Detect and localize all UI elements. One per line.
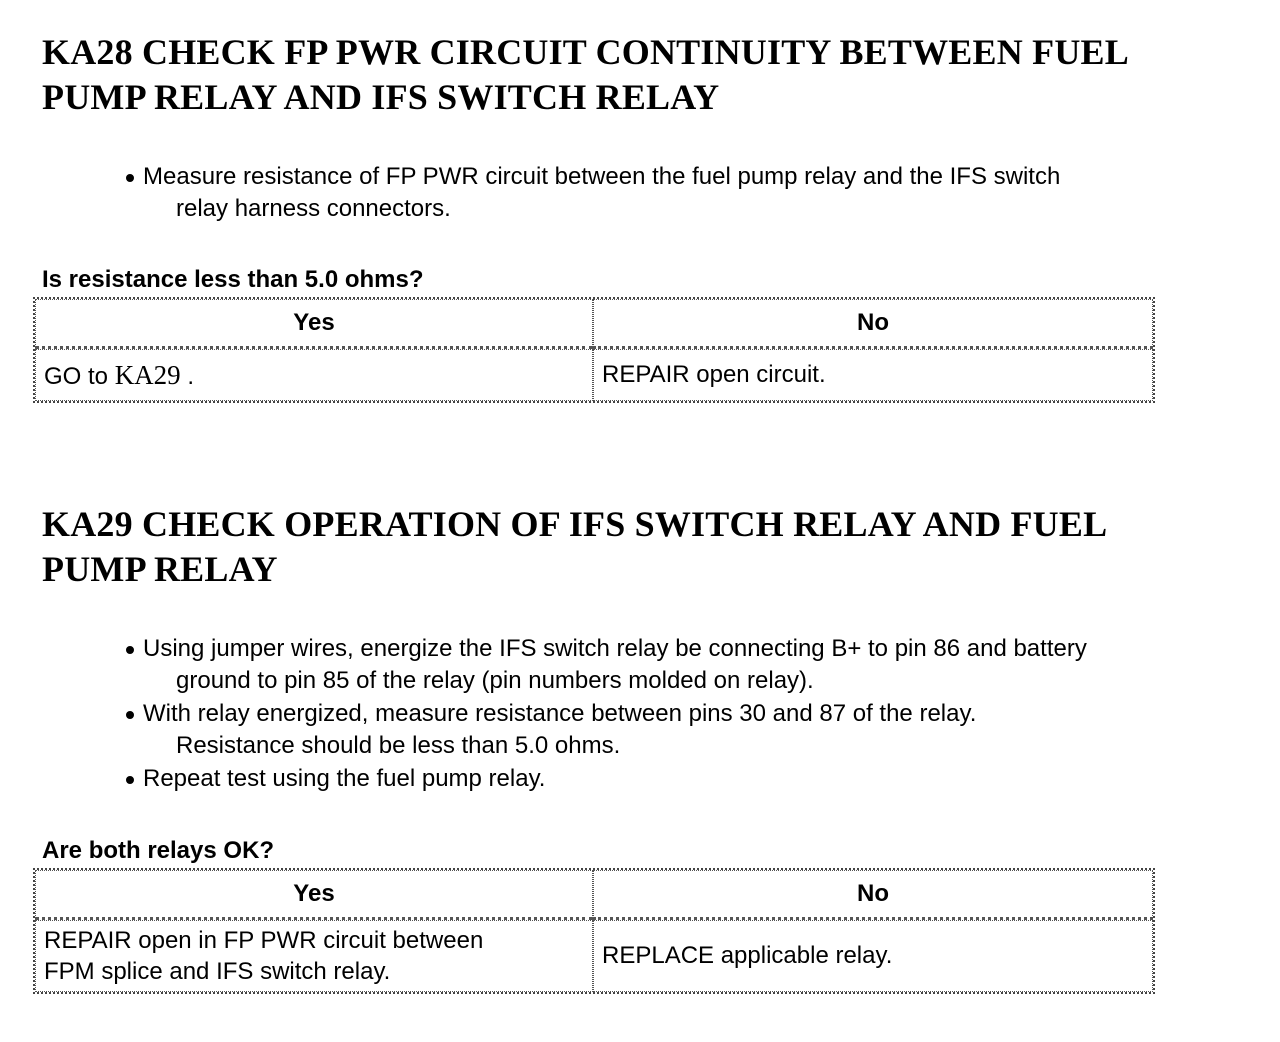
bullet-icon [126,776,134,784]
yes-header: Yes [35,299,593,349]
ka29-bullet-3 [124,763,1254,795]
ka28-question: Is resistance less than 5.0 ohms? [42,266,424,293]
bullet-icon [126,711,134,719]
ka28-yes-suffix: . [180,362,195,390]
bullet-icon [126,174,134,182]
yes-header: Yes [35,870,593,920]
ka28-yes-cell [35,349,593,401]
ka29-bullet-1 [124,633,1254,697]
no-header: No [593,299,1153,349]
ka28-heading-line2: PUMP RELAY AND IFS SWITCH RELAY [42,77,720,117]
ka28-instructions [124,161,1254,226]
ka29-yes-cell [35,920,593,992]
ka29-link[interactable]: KA29 [114,359,181,390]
ka28-heading-line1: KA28 CHECK FP PWR CIRCUIT CONTINUITY BETWEEN FUEL [42,32,1129,72]
ka29-answer-table [33,868,1155,994]
ka28-no-cell: REPAIR open circuit. [593,349,1153,401]
ka29-heading-line2: PUMP RELAY [42,549,278,589]
ka29-instructions [124,633,1254,796]
ka28-bullet-1 [124,161,1254,225]
table-header-row [35,299,1153,349]
ka28-bullet-1-line2: relay harness connectors. [176,195,451,222]
ka28-bullet-1-line1: Measure resistance of FP PWR circuit between the fuel pump relay and the IFS switch [143,163,1061,190]
ka29-bullet-2-line1: With relay energized, measure resistance between pins 30 and 87 of the relay. [143,700,977,727]
ka29-bullet-2 [124,698,1254,762]
ka29-bullet-2-line2: Resistance should be less than 5.0 ohms. [176,732,621,759]
ka29-question: Are both relays OK? [42,837,275,864]
ka29-yes-line2: FPM splice and IFS switch relay. [44,958,391,985]
ka28-yes-prefix: GO to [44,362,115,390]
ka29-bullet-3-line1: Repeat test using the fuel pump relay. [143,765,546,792]
ka29-heading [42,502,1242,592]
bullet-icon [126,646,134,654]
ka29-no-cell: REPLACE applicable relay. [593,920,1153,992]
table-header-row [35,870,1153,920]
ka29-yes-line1: REPAIR open in FP PWR circuit between [44,927,484,954]
ka29-heading-line1: KA29 CHECK OPERATION OF IFS SWITCH RELAY AND FUEL [42,504,1108,544]
ka28-heading [42,30,1242,120]
ka29-bullet-1-line2: ground to pin 85 of the relay (pin numbers molded on relay). [176,667,814,694]
ka28-answer-table [33,297,1155,403]
ka29-bullet-1-line1: Using jumper wires, energize the IFS switch relay be connecting B+ to pin 86 and battery [143,635,1087,662]
table-row [35,349,1153,401]
no-header: No [593,870,1153,920]
table-row [35,920,1153,992]
